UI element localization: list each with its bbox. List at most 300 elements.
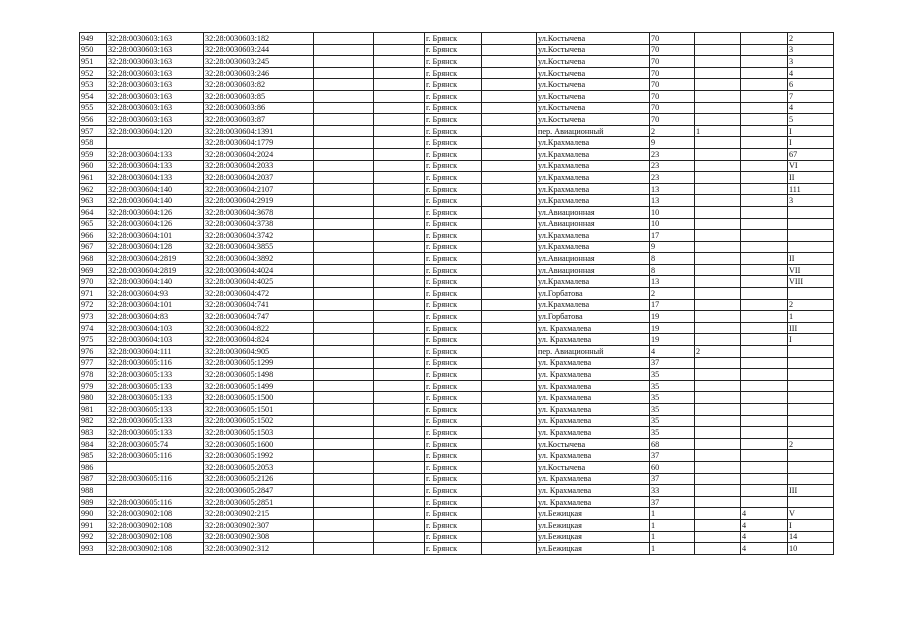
corpus-cell [741, 183, 788, 195]
apartment-cell [788, 357, 834, 369]
empty-cell [314, 543, 374, 555]
empty-cell [374, 369, 425, 381]
city-cell: г. Брянск [425, 322, 482, 334]
empty-cell [482, 183, 537, 195]
row-number: 970 [80, 276, 107, 288]
street-cell: ул.Авиационная [537, 264, 650, 276]
table-row [80, 415, 834, 427]
empty-cell [482, 473, 537, 485]
cadastral-number: 32:28:0030604:472 [204, 288, 314, 300]
street-cell: ул.Костычева [537, 461, 650, 473]
building-cell [695, 427, 741, 439]
empty-cell [314, 357, 374, 369]
street-cell: ул.Костычева [537, 114, 650, 126]
building-cell [695, 56, 741, 68]
house-number-cell: 70 [650, 33, 695, 45]
corpus-cell [741, 346, 788, 358]
apartment-cell: 7 [788, 90, 834, 102]
table-row [80, 90, 834, 102]
city-cell: г. Брянск [425, 195, 482, 207]
city-cell: г. Брянск [425, 264, 482, 276]
house-number-cell: 35 [650, 415, 695, 427]
apartment-cell: III [788, 322, 834, 334]
table-row [80, 334, 834, 346]
cadastral-number: 32:28:0030604:824 [204, 334, 314, 346]
apartment-cell: I [788, 334, 834, 346]
corpus-cell [741, 160, 788, 172]
street-cell: ул.Крахмалева [537, 183, 650, 195]
empty-cell [314, 461, 374, 473]
house-number-cell: 23 [650, 172, 695, 184]
corpus-cell [741, 311, 788, 323]
corpus-cell [741, 230, 788, 242]
cadastral-number: 32:28:0030604:1779 [204, 137, 314, 149]
building-cell [695, 44, 741, 56]
street-cell: ул.Костычева [537, 90, 650, 102]
city-cell: г. Брянск [425, 276, 482, 288]
parent-cadastral-number [107, 461, 204, 473]
row-number: 953 [80, 79, 107, 91]
apartment-cell: 2 [788, 438, 834, 450]
parent-cadastral-number: 32:28:0030902:108 [107, 543, 204, 555]
empty-cell [314, 288, 374, 300]
city-cell: г. Брянск [425, 102, 482, 114]
house-number-cell: 13 [650, 195, 695, 207]
building-cell [695, 392, 741, 404]
building-cell [695, 380, 741, 392]
row-number: 980 [80, 392, 107, 404]
row-number: 987 [80, 473, 107, 485]
table-row [80, 531, 834, 543]
building-cell [695, 33, 741, 45]
table-row [80, 160, 834, 172]
building-cell [695, 288, 741, 300]
table-row [80, 450, 834, 462]
house-number-cell: 17 [650, 230, 695, 242]
corpus-cell [741, 288, 788, 300]
cadastral-number: 32:28:0030604:2919 [204, 195, 314, 207]
table-row [80, 195, 834, 207]
cadastral-number: 32:28:0030604:822 [204, 322, 314, 334]
row-number: 955 [80, 102, 107, 114]
cadastral-number: 32:28:0030604:4025 [204, 276, 314, 288]
parent-cadastral-number: 32:28:0030605:133 [107, 427, 204, 439]
apartment-cell: 4 [788, 67, 834, 79]
corpus-cell [741, 206, 788, 218]
row-number: 992 [80, 531, 107, 543]
corpus-cell [741, 485, 788, 497]
row-number: 964 [80, 206, 107, 218]
empty-cell [482, 206, 537, 218]
empty-cell [374, 79, 425, 91]
house-number-cell: 19 [650, 311, 695, 323]
parent-cadastral-number: 32:28:0030605:133 [107, 404, 204, 416]
apartment-cell: 67 [788, 148, 834, 160]
building-cell [695, 438, 741, 450]
parent-cadastral-number: 32:28:0030604:101 [107, 299, 204, 311]
empty-cell [314, 276, 374, 288]
street-cell: ул.Крахмалева [537, 195, 650, 207]
apartment-cell: 2 [788, 33, 834, 45]
parent-cadastral-number: 32:28:0030603:163 [107, 67, 204, 79]
table-row [80, 67, 834, 79]
street-cell: ул.Крахмалева [537, 230, 650, 242]
parent-cadastral-number: 32:28:0030604:93 [107, 288, 204, 300]
empty-cell [482, 519, 537, 531]
city-cell: г. Брянск [425, 56, 482, 68]
cadastral-number: 32:28:0030605:1500 [204, 392, 314, 404]
city-cell: г. Брянск [425, 79, 482, 91]
building-cell [695, 102, 741, 114]
apartment-cell: 2 [788, 299, 834, 311]
house-number-cell: 23 [650, 160, 695, 172]
corpus-cell [741, 461, 788, 473]
empty-cell [314, 195, 374, 207]
row-number: 971 [80, 288, 107, 300]
city-cell: г. Брянск [425, 67, 482, 79]
parent-cadastral-number: 32:28:0030902:108 [107, 531, 204, 543]
building-cell [695, 90, 741, 102]
street-cell: ул.Костычева [537, 67, 650, 79]
empty-cell [482, 404, 537, 416]
apartment-cell [788, 288, 834, 300]
building-cell [695, 218, 741, 230]
parent-cadastral-number: 32:28:0030605:133 [107, 415, 204, 427]
table-row [80, 508, 834, 520]
table-row [80, 241, 834, 253]
empty-cell [482, 230, 537, 242]
building-cell [695, 461, 741, 473]
table-row [80, 404, 834, 416]
empty-cell [482, 531, 537, 543]
empty-cell [374, 33, 425, 45]
parent-cadastral-number [107, 137, 204, 149]
cadastral-number: 32:28:0030603:87 [204, 114, 314, 126]
row-number: 952 [80, 67, 107, 79]
cadastral-number: 32:28:0030604:905 [204, 346, 314, 358]
row-number: 976 [80, 346, 107, 358]
parent-cadastral-number: 32:28:0030604:140 [107, 195, 204, 207]
empty-cell [374, 137, 425, 149]
empty-cell [482, 322, 537, 334]
street-cell: ул.Крахмалева [537, 241, 650, 253]
empty-cell [374, 531, 425, 543]
cadastral-number: 32:28:0030604:2033 [204, 160, 314, 172]
city-cell: г. Брянск [425, 183, 482, 195]
cadastral-number: 32:28:0030605:1498 [204, 369, 314, 381]
corpus-cell [741, 114, 788, 126]
corpus-cell [741, 195, 788, 207]
table-row [80, 473, 834, 485]
apartment-cell: 3 [788, 195, 834, 207]
cadastral-number: 32:28:0030603:82 [204, 79, 314, 91]
city-cell: г. Брянск [425, 473, 482, 485]
corpus-cell [741, 137, 788, 149]
street-cell: ул.Горбатова [537, 311, 650, 323]
apartment-cell: I [788, 137, 834, 149]
table-row [80, 346, 834, 358]
building-cell [695, 276, 741, 288]
corpus-cell [741, 67, 788, 79]
house-number-cell: 4 [650, 346, 695, 358]
table-row [80, 218, 834, 230]
empty-cell [482, 33, 537, 45]
apartment-cell [788, 230, 834, 242]
empty-cell [482, 288, 537, 300]
table-row [80, 183, 834, 195]
empty-cell [482, 67, 537, 79]
house-number-cell: 35 [650, 369, 695, 381]
corpus-cell [741, 299, 788, 311]
empty-cell [374, 427, 425, 439]
empty-cell [314, 473, 374, 485]
cadastral-number: 32:28:0030605:2851 [204, 496, 314, 508]
city-cell: г. Брянск [425, 44, 482, 56]
empty-cell [374, 102, 425, 114]
house-number-cell: 60 [650, 461, 695, 473]
street-cell: пер. Авиационный [537, 125, 650, 137]
apartment-cell: VIII [788, 276, 834, 288]
registry-table [79, 32, 834, 555]
corpus-cell [741, 438, 788, 450]
table-body [80, 33, 834, 555]
corpus-cell [741, 264, 788, 276]
empty-cell [482, 148, 537, 160]
table-row [80, 148, 834, 160]
parent-cadastral-number: 32:28:0030604:140 [107, 183, 204, 195]
row-number: 973 [80, 311, 107, 323]
parent-cadastral-number: 32:28:0030605:116 [107, 357, 204, 369]
cadastral-number: 32:28:0030604:4024 [204, 264, 314, 276]
empty-cell [482, 496, 537, 508]
building-cell [695, 253, 741, 265]
empty-cell [314, 404, 374, 416]
row-number: 965 [80, 218, 107, 230]
corpus-cell [741, 44, 788, 56]
house-number-cell: 9 [650, 241, 695, 253]
parent-cadastral-number: 32:28:0030605:133 [107, 380, 204, 392]
apartment-cell [788, 206, 834, 218]
apartment-cell [788, 369, 834, 381]
street-cell: ул.Крахмалева [537, 148, 650, 160]
corpus-cell [741, 33, 788, 45]
street-cell: ул.Крахмалева [537, 172, 650, 184]
empty-cell [314, 67, 374, 79]
city-cell: г. Брянск [425, 404, 482, 416]
house-number-cell: 8 [650, 264, 695, 276]
parent-cadastral-number: 32:28:0030603:163 [107, 102, 204, 114]
street-cell: ул. Крахмалева [537, 473, 650, 485]
empty-cell [482, 172, 537, 184]
cadastral-number: 32:28:0030902:307 [204, 519, 314, 531]
row-number: 989 [80, 496, 107, 508]
empty-cell [374, 67, 425, 79]
house-number-cell: 35 [650, 404, 695, 416]
building-cell [695, 357, 741, 369]
city-cell: г. Брянск [425, 531, 482, 543]
row-number: 950 [80, 44, 107, 56]
street-cell: ул. Крахмалева [537, 357, 650, 369]
city-cell: г. Брянск [425, 346, 482, 358]
empty-cell [314, 172, 374, 184]
parent-cadastral-number: 32:28:0030604:111 [107, 346, 204, 358]
empty-cell [482, 137, 537, 149]
empty-cell [314, 519, 374, 531]
parent-cadastral-number: 32:28:0030604:133 [107, 172, 204, 184]
row-number: 969 [80, 264, 107, 276]
house-number-cell: 1 [650, 508, 695, 520]
empty-cell [374, 415, 425, 427]
empty-cell [482, 79, 537, 91]
table-row [80, 369, 834, 381]
empty-cell [482, 218, 537, 230]
corpus-cell [741, 496, 788, 508]
house-number-cell: 35 [650, 427, 695, 439]
empty-cell [482, 543, 537, 555]
parent-cadastral-number: 32:28:0030605:116 [107, 496, 204, 508]
table-row [80, 230, 834, 242]
table-row [80, 288, 834, 300]
corpus-cell [741, 125, 788, 137]
table-row [80, 114, 834, 126]
street-cell: ул.Костычева [537, 33, 650, 45]
cadastral-number: 32:28:0030605:1503 [204, 427, 314, 439]
corpus-cell [741, 102, 788, 114]
corpus-cell: 4 [741, 531, 788, 543]
empty-cell [314, 114, 374, 126]
empty-cell [374, 473, 425, 485]
table-row [80, 519, 834, 531]
empty-cell [374, 450, 425, 462]
empty-cell [314, 206, 374, 218]
city-cell: г. Брянск [425, 137, 482, 149]
apartment-cell [788, 496, 834, 508]
empty-cell [314, 264, 374, 276]
cadastral-number: 32:28:0030604:1391 [204, 125, 314, 137]
empty-cell [374, 392, 425, 404]
city-cell: г. Брянск [425, 357, 482, 369]
row-number: 993 [80, 543, 107, 555]
city-cell: г. Брянск [425, 369, 482, 381]
empty-cell [314, 253, 374, 265]
empty-cell [314, 125, 374, 137]
house-number-cell: 37 [650, 496, 695, 508]
street-cell: ул. Крахмалева [537, 427, 650, 439]
apartment-cell: 10 [788, 543, 834, 555]
empty-cell [482, 102, 537, 114]
city-cell: г. Брянск [425, 311, 482, 323]
row-number: 974 [80, 322, 107, 334]
parent-cadastral-number: 32:28:0030605:116 [107, 473, 204, 485]
building-cell [695, 114, 741, 126]
apartment-cell [788, 241, 834, 253]
empty-cell [482, 44, 537, 56]
empty-cell [374, 357, 425, 369]
house-number-cell: 8 [650, 253, 695, 265]
street-cell: ул. Крахмалева [537, 496, 650, 508]
empty-cell [314, 90, 374, 102]
row-number: 963 [80, 195, 107, 207]
street-cell: ул.Крахмалева [537, 276, 650, 288]
cadastral-number: 32:28:0030603:85 [204, 90, 314, 102]
building-cell [695, 137, 741, 149]
house-number-cell: 13 [650, 183, 695, 195]
table-row [80, 299, 834, 311]
house-number-cell: 70 [650, 67, 695, 79]
apartment-cell: II [788, 172, 834, 184]
street-cell: ул.Костычева [537, 102, 650, 114]
empty-cell [482, 392, 537, 404]
house-number-cell: 10 [650, 218, 695, 230]
apartment-cell: 6 [788, 79, 834, 91]
apartment-cell: III [788, 485, 834, 497]
parent-cadastral-number: 32:28:0030604:126 [107, 206, 204, 218]
house-number-cell: 13 [650, 276, 695, 288]
row-number: 977 [80, 357, 107, 369]
corpus-cell [741, 427, 788, 439]
empty-cell [482, 334, 537, 346]
building-cell [695, 415, 741, 427]
empty-cell [374, 230, 425, 242]
house-number-cell: 70 [650, 90, 695, 102]
row-number: 984 [80, 438, 107, 450]
house-number-cell: 1 [650, 531, 695, 543]
parent-cadastral-number: 32:28:0030902:108 [107, 508, 204, 520]
parent-cadastral-number: 32:28:0030605:133 [107, 392, 204, 404]
building-cell [695, 334, 741, 346]
cadastral-number: 32:28:0030605:1502 [204, 415, 314, 427]
cadastral-number: 32:28:0030605:2847 [204, 485, 314, 497]
apartment-cell [788, 380, 834, 392]
parent-cadastral-number: 32:28:0030604:128 [107, 241, 204, 253]
city-cell: г. Брянск [425, 415, 482, 427]
street-cell: ул. Крахмалева [537, 392, 650, 404]
street-cell: ул. Крахмалева [537, 322, 650, 334]
cadastral-number: 32:28:0030603:182 [204, 33, 314, 45]
building-cell [695, 496, 741, 508]
house-number-cell: 70 [650, 44, 695, 56]
city-cell: г. Брянск [425, 543, 482, 555]
empty-cell [314, 33, 374, 45]
table-row [80, 253, 834, 265]
city-cell: г. Брянск [425, 253, 482, 265]
parent-cadastral-number: 32:28:0030603:163 [107, 90, 204, 102]
cadastral-number: 32:28:0030605:2126 [204, 473, 314, 485]
street-cell: ул.Костычева [537, 79, 650, 91]
apartment-cell [788, 461, 834, 473]
empty-cell [374, 241, 425, 253]
apartment-cell: II [788, 253, 834, 265]
row-number: 958 [80, 137, 107, 149]
empty-cell [374, 206, 425, 218]
table-row [80, 461, 834, 473]
corpus-cell [741, 473, 788, 485]
building-cell [695, 206, 741, 218]
empty-cell [482, 195, 537, 207]
empty-cell [374, 276, 425, 288]
cadastral-number: 32:28:0030902:308 [204, 531, 314, 543]
apartment-cell [788, 346, 834, 358]
corpus-cell [741, 357, 788, 369]
parent-cadastral-number: 32:28:0030604:140 [107, 276, 204, 288]
cadastral-number: 32:28:0030605:2053 [204, 461, 314, 473]
parent-cadastral-number: 32:28:0030604:133 [107, 148, 204, 160]
table-row [80, 125, 834, 137]
empty-cell [314, 450, 374, 462]
building-cell [695, 299, 741, 311]
table-row [80, 44, 834, 56]
city-cell: г. Брянск [425, 508, 482, 520]
